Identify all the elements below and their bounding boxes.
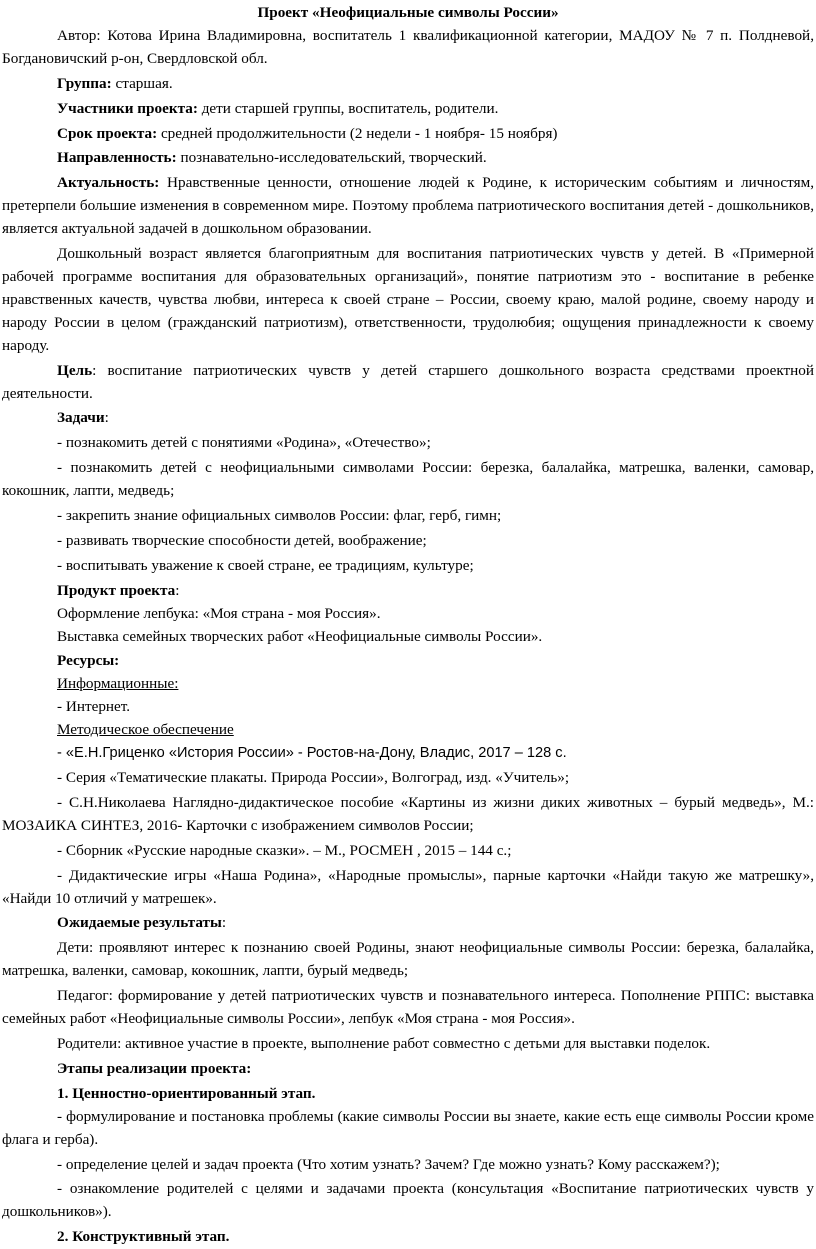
relevance-value: Нравственные ценности, отношение людей к Родине, к историческим событиям и личностям, претерпели большие изменения в современном мире. Поэтому проблема патриотического воспитания детей - дошкольников, является актуальной задачей в дошкольном образовании. [2,174,814,238]
term-label: Срок проекта: [57,124,158,142]
author-line: Автор: Котова Ирина Владимировна, воспитатель 1 квалификационной категории, МАДОУ № 7 п. Полдневой, Богдановичский р-он, Свердловской обл. [2,26,814,67]
relevance-paragraph [2,172,814,241]
stage-item: - формулирование и постановка проблемы (какие символы России вы знаете, какие есть еще символы России кроме флага и герба). [2,1107,814,1148]
stage-2-heading: 2. Конструктивный этап. [57,1228,230,1246]
term-value: средней продолжительности (2 недели - 1 ноября- 15 ноября) [157,124,558,142]
stage-item: - определение целей и задач проекта (Что хотим узнать? Зачем? Где можно узнать? Кому расскажем?); [57,1155,720,1173]
preschool-paragraph: Дошкольный возраст является благоприятным для воспитания патриотических чувств у детей. В «Примерной рабочей программе воспитания для образовательных организаций», понятие патриотизм это - воспитание в ребенке нравственных качеств, чувства любви, интереса к своей стране – России, своему краю, малой родине, своему народу и народу России в целом (гражданский патриотизм), ответственности, трудолюбия; ощущения принадлежности к своему народу. [2,245,814,354]
participants-value: дети старшей группы, воспитатель, родители. [197,99,499,117]
method-item: - «Е.Н.Гриценко «История России» - Ростов-на-Дону, Владис, 2017 – 128 с. [57,745,567,762]
goal-value: : воспитание патриотических чувств у детей старшего дошкольного возраста средствами проектной деятельности. [2,361,814,402]
group-line [2,73,814,96]
resources-heading: Ресурсы: [57,652,120,670]
tasks-heading: Задачи: [57,409,109,427]
direction-line [2,147,814,170]
results-heading: Ожидаемые результаты: [57,914,227,932]
product-line: Выставка семейных творческих работ «Неофициальные символы России». [57,627,543,645]
method-item: - Дидактические игры «Наша Родина», «Народные промыслы», парные карточки «Найди такую же матрешку», «Найди 10 отличий у матрешек». [2,866,814,907]
task-item: - познакомить детей с неофициальными символами России: березка, балалайка, матрешка, валенки, самовар, кокошник, лапти, медведь; [2,459,814,500]
participants-label: Участники проекта: [57,99,198,117]
page-title: Проект «Неофициальные символы России» [257,4,559,21]
relevance-label: Актуальность: [57,174,160,192]
product-heading: Продукт проекта: [57,581,180,599]
term-line [2,123,814,146]
product-label: Продукт проекта [57,581,176,599]
method-item: - Сборник «Русские народные сказки». – М., РОСМЕН , 2015 – 144 с.; [57,841,512,859]
methodical-label: Методическое обеспечение [57,721,234,739]
tasks-label: Задачи [57,409,105,427]
group-value: старшая. [111,74,173,92]
group-label: Группа: [57,74,112,92]
direction-value: познавательно-исследовательский, творческий. [176,149,487,167]
info-resource-item: - Интернет. [57,698,131,716]
stages-heading: Этапы реализации проекта: [57,1059,252,1077]
results-parents: Родители: активное участие в проекте, выполнение работ совместно с детьми для выставки поделок. [57,1034,711,1052]
results-teacher: Педагог: формирование у детей патриотических чувств и познавательного интереса. Пополнение РППС: выставка семейных работ «Неофициальные символы России», лепбук «Моя страна - моя Россия». [2,987,814,1028]
goal-label: Цель [57,361,93,379]
task-item: - познакомить детей с понятиями «Родина», «Отечество»; [57,434,431,452]
info-resources-label: Информационные: [57,675,179,693]
stage-1-heading: 1. Ценностно-ориентированный этап. [57,1084,316,1102]
participants-line [2,98,814,121]
task-item: - закрепить знание официальных символов России: флаг, герб, гимн; [57,507,502,525]
results-children: Дети: проявляют интерес к познанию своей Родины, знают неофициальные символы России: березка, балалайка, матрешка, валенки, самовар, кокошник, лапти, бурый медведь; [2,939,814,980]
direction-label: Направленность: [57,149,177,167]
method-item: - Серия «Тематические плакаты. Природа России», Волгоград, изд. «Учитель»; [57,769,570,786]
goal-paragraph [2,360,814,406]
product-line: Оформление лепбука: «Моя страна - моя Россия». [57,604,381,622]
method-item: - С.Н.Николаева Наглядно-дидактическое пособие «Картины из жизни диких животных – бурый медведь», М.: МОЗАИКА СИНТЕЗ, 2016- Карточки с изображением символов России; [2,793,814,834]
stage-item: - ознакомление родителей с целями и задачами проекта (консультация «Воспитание патриотических чувств у дошкольников»). [2,1180,814,1221]
task-item: - воспитывать уважение к своей стране, ее традициям, культуре; [57,556,474,574]
results-label: Ожидаемые результаты [57,914,222,932]
task-item: - развивать творческие способности детей, воображение; [57,531,427,549]
